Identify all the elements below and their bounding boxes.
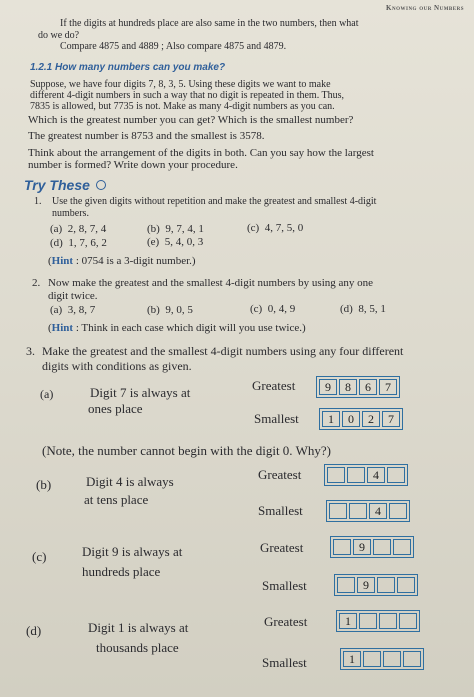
q1-text-1: Use the given digits without repetition and make the greatest and smallest 4-digit xyxy=(52,196,377,207)
q3b-greatest-label: Greatest xyxy=(258,467,302,482)
q3a-greatest-label: Greatest xyxy=(252,378,296,393)
q1-option-d-value: 1, 7, 6, 2 xyxy=(68,237,107,249)
q2-option-a-label: (a) xyxy=(50,304,63,316)
digit-box: 4 xyxy=(367,467,385,483)
digit-box: 6 xyxy=(359,379,377,395)
digit-box: 7 xyxy=(379,379,397,395)
digit-box xyxy=(377,577,395,593)
q2-hint-text: : Think in each case which digit will you use twice.) xyxy=(75,322,306,334)
q3b-label: (b) xyxy=(36,477,52,492)
q1-option-c-value: 4, 7, 5, 0 xyxy=(264,222,304,234)
q1-option-a-label: (a) xyxy=(50,223,63,235)
q1-option-b-label: (b) xyxy=(147,223,160,235)
digit-box xyxy=(389,503,407,519)
intro-line-2: do we do? xyxy=(38,30,80,41)
q1-option-e xyxy=(147,236,203,248)
q3d-label: (d) xyxy=(26,623,42,638)
q2-option-b xyxy=(147,304,193,316)
try-these-title xyxy=(24,177,106,193)
digit-box xyxy=(327,467,345,483)
digit-box xyxy=(359,613,377,629)
q1-option-c xyxy=(247,222,303,234)
q3a-line-1: Digit 7 is always at xyxy=(90,385,191,400)
digit-box xyxy=(387,467,405,483)
q2-option-d-value: 8, 5, 1 xyxy=(358,303,386,315)
q2-option-c-value: 0, 4, 9 xyxy=(267,303,296,315)
digit-box xyxy=(403,651,421,667)
q2-text-2: digit twice. xyxy=(48,290,98,302)
digit-box xyxy=(337,577,355,593)
intro-line-1: If the digits at hundreds place are also same in the two numbers, then what xyxy=(60,18,359,29)
q3d-smallest-boxes xyxy=(340,648,424,670)
q2-text-1: Now make the greatest and the smallest 4-digit numbers by using any one xyxy=(48,277,374,289)
q2-option-b-value: 9, 0, 5 xyxy=(165,304,193,316)
q3c-line-1: Digit 9 is always at xyxy=(82,544,183,559)
q3d-smallest-label: Smallest xyxy=(262,655,307,670)
q1-hint-label: Hint xyxy=(51,255,74,267)
q3c-smallest-boxes xyxy=(334,574,418,596)
digit-box xyxy=(397,577,415,593)
digit-box: 9 xyxy=(319,379,337,395)
q1-option-a-value: 2, 8, 7, 4 xyxy=(67,223,107,235)
para1-line-3: 7835 is allowed, but 7735 is not. Make as many 4-digit numbers as you can. xyxy=(30,101,335,112)
para3-line-1: Think about the arrangement of the digits in both. Can you say how the largest xyxy=(28,147,374,159)
digit-box xyxy=(393,539,411,555)
intro-line-3: Compare 4875 and 4889 ; Also compare 4875 and 4879. xyxy=(60,41,287,52)
q3c-line-2: hundreds place xyxy=(82,564,161,579)
q2-number: 2. xyxy=(32,277,41,289)
digit-box xyxy=(383,651,401,667)
running-header: Knowing our Numbers xyxy=(386,4,464,12)
q2-option-c-label: (c) xyxy=(250,303,263,315)
q3d-greatest-label: Greatest xyxy=(264,614,308,629)
q3d-greatest-boxes xyxy=(336,610,420,632)
digit-box xyxy=(349,503,367,519)
q3-text-2: digits with conditions as given. xyxy=(42,359,192,373)
q1-number: 1. xyxy=(34,196,42,207)
q3b-line-2: at tens place xyxy=(84,492,149,507)
para2: The greatest number is 8753 and the smallest is 3578. xyxy=(28,130,265,142)
digit-box xyxy=(363,651,381,667)
para1-line-2: different 4-digit numbers in such a way that no digit is repeated in them. Thus, xyxy=(30,90,345,101)
q3a-greatest-boxes xyxy=(316,376,400,398)
q1-option-a xyxy=(50,223,106,235)
q3d-line-2: thousands place xyxy=(96,640,179,655)
para3-line-2: number is formed? Write down your procedure. xyxy=(28,159,238,171)
digit-box: 8 xyxy=(339,379,357,395)
q1-text-2: numbers. xyxy=(52,208,89,219)
q3-text-1: Make the greatest and the smallest 4-digit numbers using any four different xyxy=(42,344,404,358)
digit-box: 7 xyxy=(382,411,400,427)
digit-box xyxy=(333,539,351,555)
q2-option-b-label: (b) xyxy=(147,304,160,316)
q2-option-c xyxy=(250,303,295,315)
q2-option-d-label: (d) xyxy=(340,303,353,315)
q3-number: 3. xyxy=(26,344,35,358)
q1-hint: (Hint : 0754 is a 3-digit number.) xyxy=(48,255,196,267)
q3b-smallest-boxes xyxy=(326,500,410,522)
q3c-greatest-boxes xyxy=(330,536,414,558)
q2-option-d xyxy=(340,303,386,315)
q1-option-d xyxy=(50,237,107,249)
q1-option-b xyxy=(147,223,204,235)
q1-hint-text: : 0754 is a 3-digit number.) xyxy=(75,255,196,267)
para1-line-4: Which is the greatest number you can get? Which is the smallest number? xyxy=(28,114,354,126)
q3b-smallest-label: Smallest xyxy=(258,503,303,518)
q1-option-c-label: (c) xyxy=(247,222,260,234)
digit-box: 9 xyxy=(353,539,371,555)
q1-option-b-value: 9, 7, 4, 1 xyxy=(165,223,204,235)
q2-option-a-value: 3, 8, 7 xyxy=(67,304,96,316)
digit-box xyxy=(399,613,417,629)
q3a-smallest-label: Smallest xyxy=(254,411,299,426)
q3c-greatest-label: Greatest xyxy=(260,540,304,555)
q3c-label: (c) xyxy=(32,549,47,564)
q3a-smallest-boxes xyxy=(319,408,403,430)
digit-box: 4 xyxy=(369,503,387,519)
q3b-line-1: Digit 4 is always xyxy=(86,474,174,489)
digit-box: 2 xyxy=(362,411,380,427)
section-heading: 1.2.1 How many numbers can you make? xyxy=(30,62,226,73)
q2-hint-label: Hint xyxy=(51,322,74,334)
q3a-label: (a) xyxy=(40,387,54,401)
try-these-label: Try These xyxy=(24,177,90,193)
para1-line-1: Suppose, we have four digits 7, 8, 3, 5. Using these digits we want to make xyxy=(30,79,331,90)
q1-option-d-label: (d) xyxy=(50,237,63,249)
digit-box xyxy=(379,613,397,629)
q2-hint: (Hint : Think in each case which digit will you use twice.) xyxy=(48,322,306,334)
q1-option-e-value: 5, 4, 0, 3 xyxy=(164,236,204,248)
digit-box: 1 xyxy=(339,613,357,629)
digit-box: 9 xyxy=(357,577,375,593)
q2-option-a xyxy=(50,304,95,316)
digit-box: 1 xyxy=(322,411,340,427)
digit-box xyxy=(347,467,365,483)
digit-box xyxy=(329,503,347,519)
q1-option-e-label: (e) xyxy=(147,236,160,248)
digit-box xyxy=(373,539,391,555)
q3d-line-1: Digit 1 is always at xyxy=(88,620,189,635)
q3c-smallest-label: Smallest xyxy=(262,578,307,593)
q3a-line-2: ones place xyxy=(88,401,143,416)
magnifier-icon xyxy=(96,180,106,190)
q3-note: (Note, the number cannot begin with the digit 0. Why?) xyxy=(42,443,331,458)
digit-box: 1 xyxy=(343,651,361,667)
q3b-greatest-boxes xyxy=(324,464,408,486)
digit-box: 0 xyxy=(342,411,360,427)
